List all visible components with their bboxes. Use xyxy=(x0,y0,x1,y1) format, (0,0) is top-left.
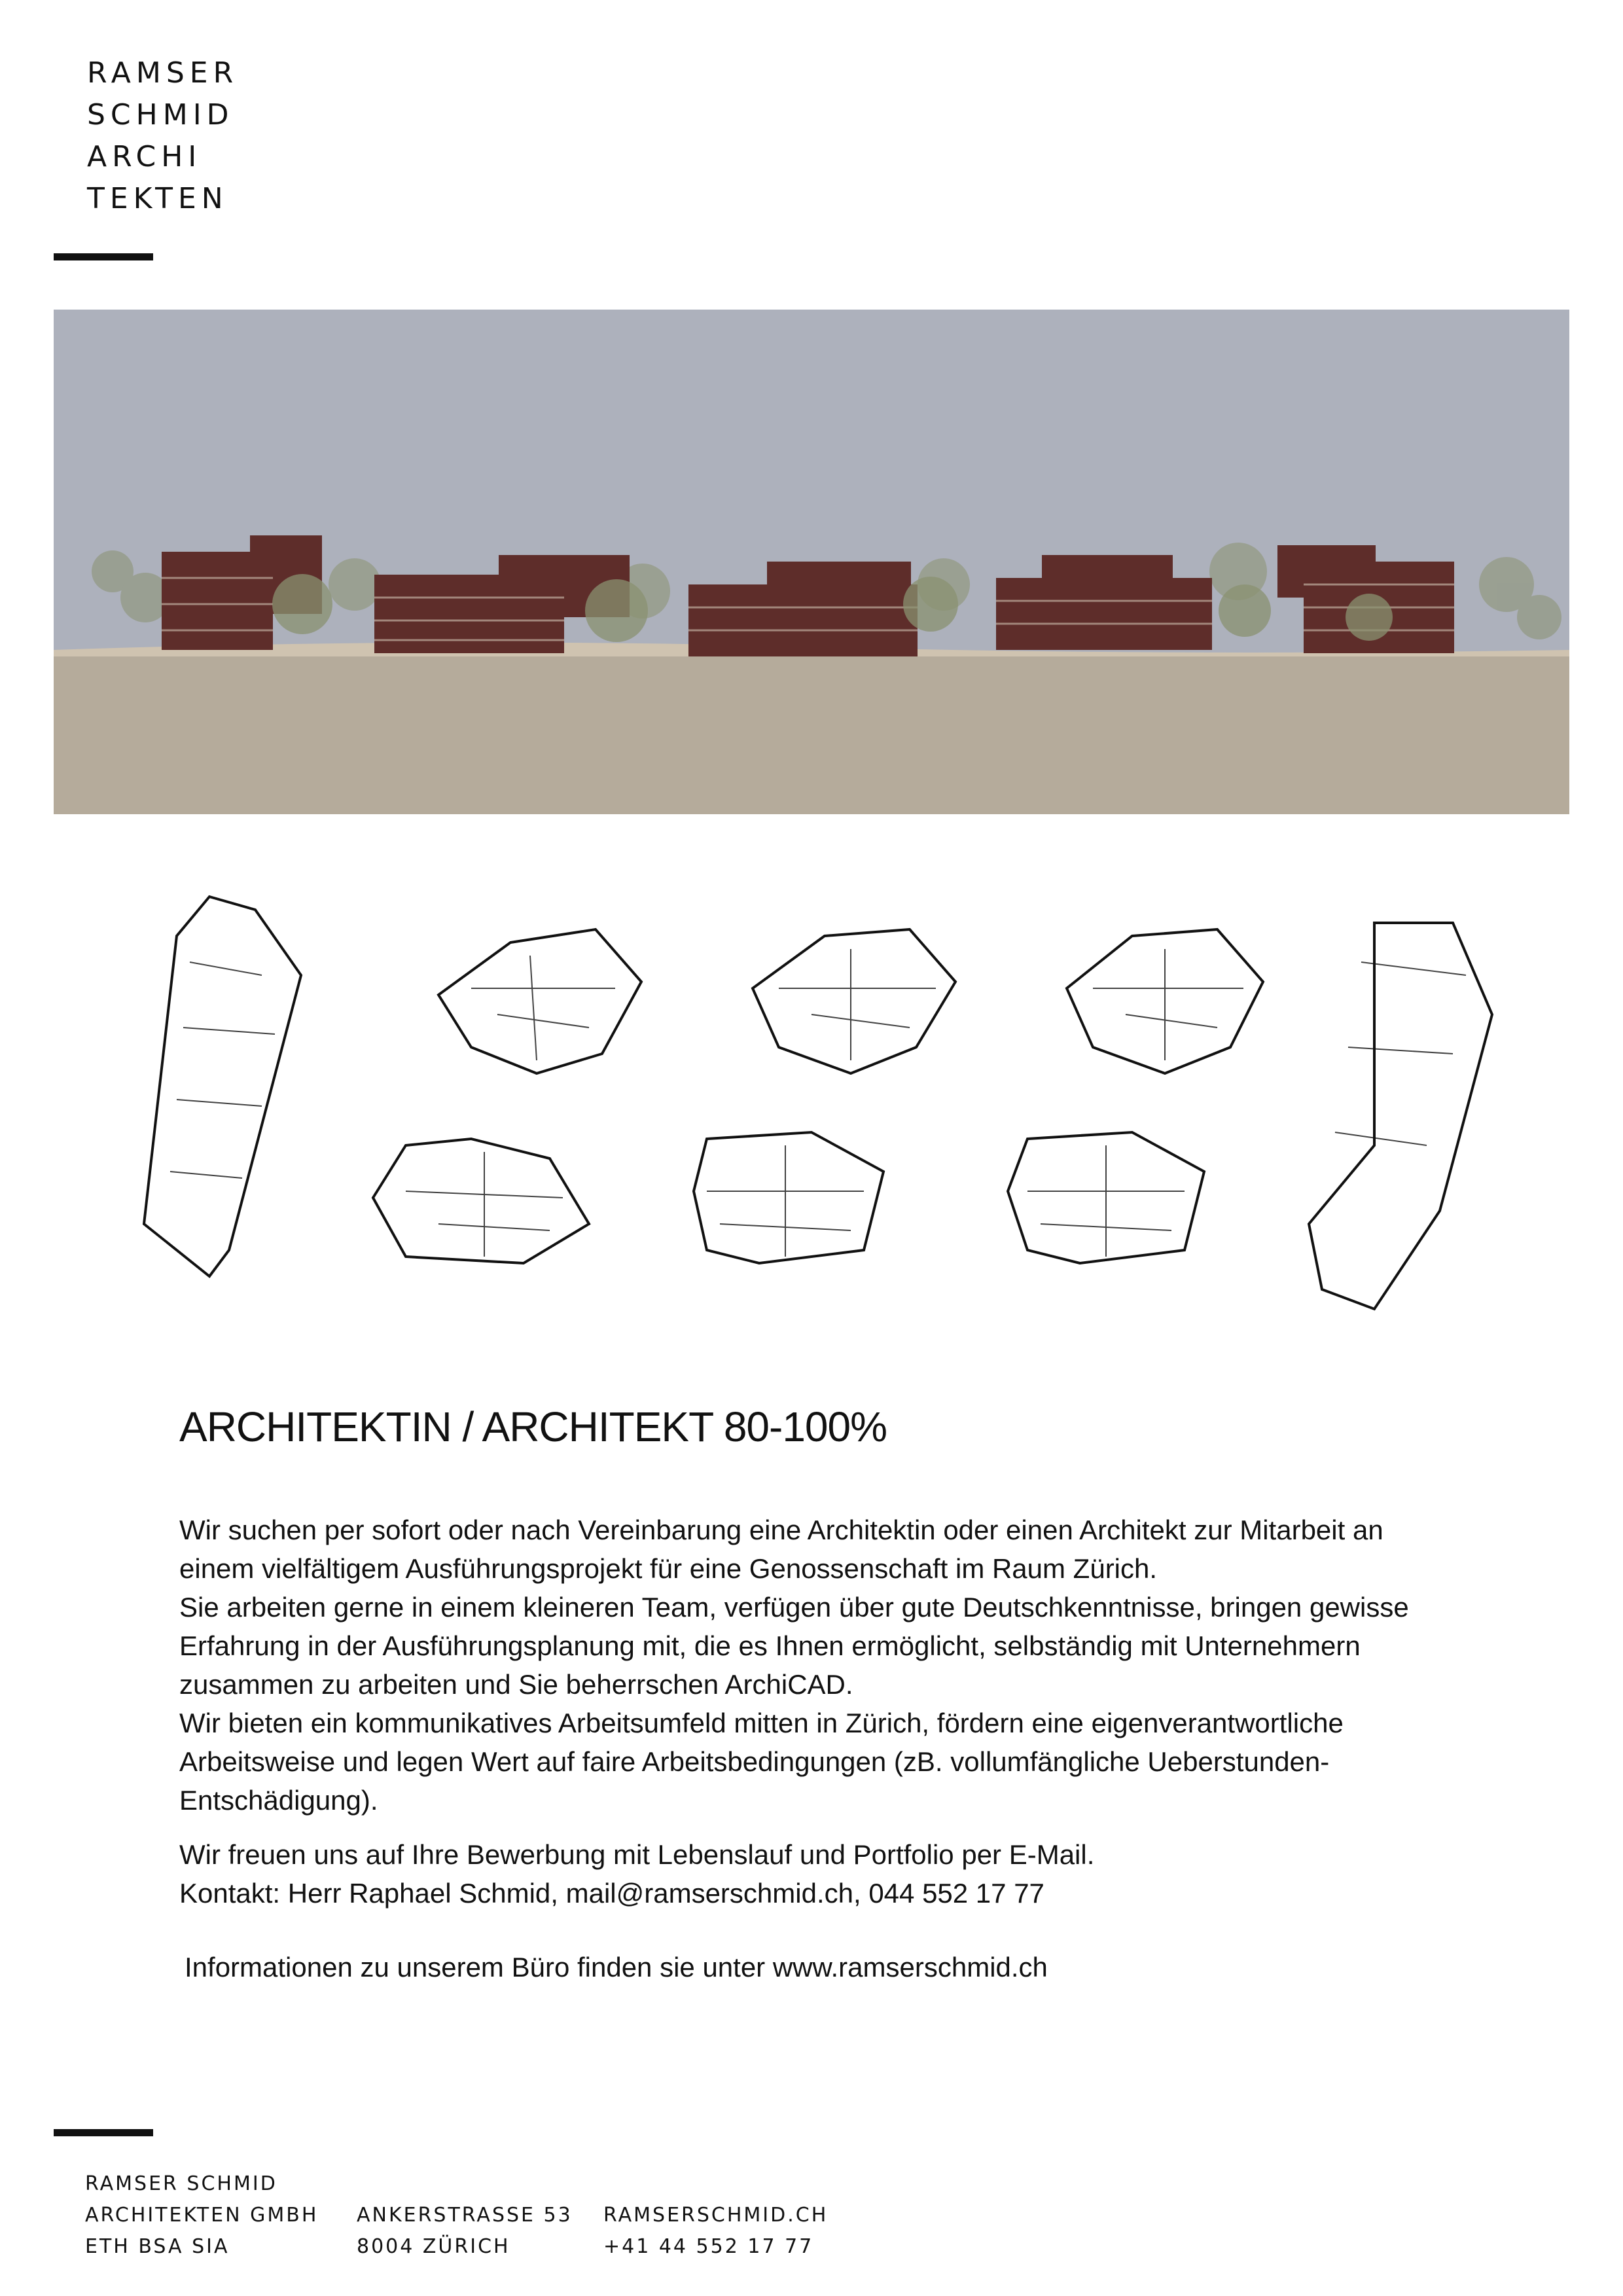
footer-company xyxy=(85,2168,318,2263)
contact-line: Kontakt: Herr Raphael Schmid, mail@ramserschmid.ch, 044 552 17 77 xyxy=(179,1878,1044,1909)
text-line: Wir bieten ein kommunikatives Arbeitsumfeld mitten in Zürich, fördern eine eigenverantwortliche xyxy=(179,1708,1344,1738)
footer-line: 8004 ZÜRICH xyxy=(357,2235,510,2258)
bottom-rule xyxy=(54,2129,153,2136)
logo-line: ARCHI xyxy=(87,140,202,173)
job-title: ARCHITEKTIN / ARCHITEKT 80-100% xyxy=(179,1403,887,1450)
text-line: Entschädigung). xyxy=(179,1785,378,1816)
text-line: Wir freuen uns auf Ihre Bewerbung mit Lebenslauf und Portfolio per E-Mail. xyxy=(179,1839,1095,1870)
top-rule xyxy=(54,253,153,260)
logo-line: RAMSER xyxy=(87,56,239,90)
footer-line: RAMSER SCHMID xyxy=(85,2172,277,2195)
job-description xyxy=(179,1511,1423,1986)
footer-contact xyxy=(603,2200,828,2263)
footer-website: RAMSERSCHMID.CH xyxy=(603,2204,829,2227)
footer-line: ETH BSA SIA xyxy=(85,2235,230,2258)
text-line: einem vielfältigem Ausführungsprojekt für eine Genossenschaft im Raum Zürich. xyxy=(179,1553,1158,1584)
footer-address xyxy=(357,2200,573,2263)
info-line: Informationen zu unserem Büro finden sie unter www.ramserschmid.ch xyxy=(185,1952,1048,1982)
floor-plans-image xyxy=(131,884,1505,1329)
text-line: Wir suchen per sofort oder nach Vereinbarung eine Architektin oder einen Architekt zur Mitarbeit an xyxy=(179,1515,1383,1545)
job-posting xyxy=(179,1401,1423,1986)
logo-line: TEKTEN xyxy=(87,182,228,215)
text-line: Arbeitsweise und legen Wert auf faire Arbeitsbedingungen (zB. vollumfängliche Ueberstunden- xyxy=(179,1746,1330,1777)
footer-line: ANKERSTRASSE 53 xyxy=(357,2204,573,2227)
text-line: zusammen zu arbeiten und Sie beherrschen ArchiCAD. xyxy=(179,1669,853,1700)
footer-phone: +41 44 552 17 77 xyxy=(603,2235,814,2258)
logo-line: SCHMID xyxy=(87,98,234,132)
footer-line: ARCHITEKTEN GMBH xyxy=(85,2204,319,2227)
text-line: Erfahrung in der Ausführungsplanung mit, die es Ihnen ermöglicht, selbständig mit Unternehmern xyxy=(179,1630,1361,1661)
hero-model-image xyxy=(54,310,1569,814)
company-logo xyxy=(87,52,238,220)
text-line: Sie arbeiten gerne in einem kleineren Team, verfügen über gute Deutschkenntnisse, bringen gewisse xyxy=(179,1592,1409,1623)
